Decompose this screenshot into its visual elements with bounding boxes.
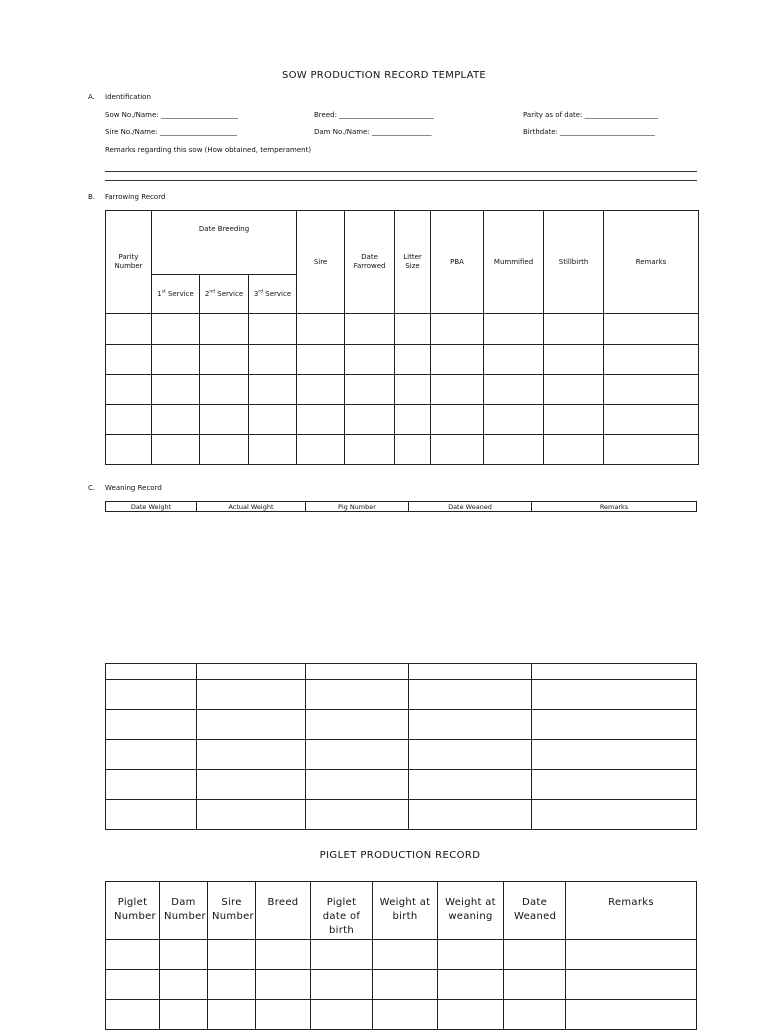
- farrowing-row-cell[interactable]: [484, 345, 544, 375]
- piglet-row-cell[interactable]: [106, 970, 160, 1000]
- weaning-row: [106, 710, 697, 740]
- piglet-dob-header: Piglet date of birth: [311, 882, 373, 940]
- farrowing-row-cell[interactable]: [249, 375, 297, 405]
- piglet-row: [106, 940, 697, 970]
- breed-field[interactable]: Breed: ___________________________: [314, 111, 434, 119]
- mummified-header: Mummified: [484, 211, 544, 314]
- farrowing-row-cell[interactable]: [152, 345, 200, 375]
- weaning-row-cell[interactable]: [106, 740, 197, 770]
- farrowing-row-cell[interactable]: [345, 345, 395, 375]
- weaning-row: [106, 740, 697, 770]
- weaning-row: [106, 664, 697, 680]
- farrowing-row-cell[interactable]: [345, 314, 395, 345]
- piglet-row-cell[interactable]: [208, 1000, 256, 1030]
- weaning-row-cell[interactable]: [409, 770, 532, 800]
- date-farrowed-header: Date Farrowed: [345, 211, 395, 314]
- farrowing-row-cell[interactable]: [544, 435, 604, 465]
- parity-number-header: Parity Number: [106, 211, 152, 314]
- farrowing-row-cell[interactable]: [604, 314, 699, 345]
- weaning-row-cell[interactable]: [106, 680, 197, 710]
- piglet-row-cell[interactable]: [438, 970, 504, 1000]
- weaning-row-cell[interactable]: [409, 800, 532, 830]
- date-weaned-header: Date Weaned: [504, 882, 566, 940]
- weaning-row-cell[interactable]: [306, 740, 409, 770]
- section-a-label: Identification: [105, 93, 151, 101]
- weaning-row-cell[interactable]: [532, 664, 697, 680]
- weaning-row-cell[interactable]: [197, 740, 306, 770]
- weaning-row-cell[interactable]: [532, 680, 697, 710]
- weaning-row-cell[interactable]: [532, 740, 697, 770]
- piglet-row-cell[interactable]: [256, 1000, 311, 1030]
- remarks-header: Remarks: [604, 211, 699, 314]
- remarks-line-2[interactable]: [105, 180, 697, 181]
- farrowing-row-cell[interactable]: [106, 405, 152, 435]
- sow-field[interactable]: Sow No./Name: ______________________: [105, 111, 238, 119]
- farrowing-row-cell[interactable]: [200, 435, 249, 465]
- piglet-row-cell[interactable]: [566, 970, 697, 1000]
- farrowing-row-cell[interactable]: [106, 314, 152, 345]
- farrowing-row-cell[interactable]: [544, 314, 604, 345]
- farrowing-row-cell[interactable]: [152, 375, 200, 405]
- farrowing-row-cell[interactable]: [431, 435, 484, 465]
- farrowing-row-cell[interactable]: [345, 375, 395, 405]
- sire-number-header: Sire Number: [208, 882, 256, 940]
- weaning-row-cell[interactable]: [106, 770, 197, 800]
- weight-at-weaning-header: Weight at weaning: [438, 882, 504, 940]
- farrowing-row-cell[interactable]: [200, 405, 249, 435]
- pig-number-header: Pig Number: [306, 502, 409, 512]
- weaning-row-cell[interactable]: [306, 800, 409, 830]
- weaning-row-cell[interactable]: [197, 680, 306, 710]
- piglet-row-cell[interactable]: [373, 940, 438, 970]
- farrowing-row-cell[interactable]: [604, 375, 699, 405]
- piglet-row: [106, 1000, 697, 1030]
- section-b-label: Farrowing Record: [105, 193, 166, 201]
- dam-field[interactable]: Dam No./Name: _________________: [314, 128, 432, 136]
- piglet-remarks-header: Remarks: [566, 882, 697, 940]
- farrowing-row-cell[interactable]: [395, 435, 431, 465]
- farrowing-row-cell[interactable]: [544, 345, 604, 375]
- farrowing-row-cell[interactable]: [106, 345, 152, 375]
- farrowing-row-cell[interactable]: [604, 345, 699, 375]
- service-2-header: 2nd Service: [200, 275, 249, 314]
- farrowing-row-cell[interactable]: [297, 405, 345, 435]
- piglet-row-cell[interactable]: [311, 940, 373, 970]
- weaning-row-cell[interactable]: [306, 710, 409, 740]
- farrowing-row-cell[interactable]: [249, 435, 297, 465]
- farrowing-row-cell[interactable]: [297, 345, 345, 375]
- farrowing-row-cell[interactable]: [200, 375, 249, 405]
- piglet-row-cell[interactable]: [256, 970, 311, 1000]
- farrowing-table: [105, 210, 699, 465]
- farrowing-row-cell[interactable]: [200, 314, 249, 345]
- piglet-table: [105, 881, 697, 1030]
- farrowing-row-cell[interactable]: [249, 345, 297, 375]
- weaning-row-cell[interactable]: [306, 664, 409, 680]
- remarks-label: Remarks regarding this sow (How obtained, temperament): [105, 146, 312, 154]
- piglet-row-cell[interactable]: [504, 1000, 566, 1030]
- piglet-row-cell[interactable]: [373, 1000, 438, 1030]
- pba-header: PBA: [431, 211, 484, 314]
- piglet-row-cell[interactable]: [160, 970, 208, 1000]
- piglet-row-cell[interactable]: [256, 940, 311, 970]
- stillbirth-header: Stillbirth: [544, 211, 604, 314]
- weaning-row-cell[interactable]: [306, 680, 409, 710]
- farrowing-row-cell[interactable]: [297, 314, 345, 345]
- piglet-row-cell[interactable]: [311, 970, 373, 1000]
- birthdate-field[interactable]: Birthdate: ___________________________: [523, 128, 655, 136]
- weaning-row-cell[interactable]: [532, 710, 697, 740]
- farrowing-row-cell[interactable]: [297, 375, 345, 405]
- farrowing-row-cell[interactable]: [345, 435, 395, 465]
- date-weight-header: Date Weight: [106, 502, 197, 512]
- dam-number-header: Dam Number: [160, 882, 208, 940]
- farrowing-row-cell[interactable]: [345, 405, 395, 435]
- section-c-label: Weaning Record: [105, 484, 162, 492]
- date-weaned-header: Date Weaned: [409, 502, 532, 512]
- farrowing-row-cell[interactable]: [152, 435, 200, 465]
- farrowing-row-cell[interactable]: [106, 375, 152, 405]
- weaning-row-cell[interactable]: [197, 770, 306, 800]
- farrowing-row-cell[interactable]: [152, 314, 200, 345]
- farrowing-row: [106, 435, 699, 465]
- farrowing-row-cell[interactable]: [395, 405, 431, 435]
- weaning-row-cell[interactable]: [197, 710, 306, 740]
- weaning-row-cell[interactable]: [197, 800, 306, 830]
- weaning-row: [106, 680, 697, 710]
- weaning-row-cell[interactable]: [306, 770, 409, 800]
- farrowing-row-cell[interactable]: [395, 345, 431, 375]
- piglet-row-cell[interactable]: [566, 1000, 697, 1030]
- parity-field[interactable]: Parity as of date: _____________________: [523, 111, 659, 119]
- weaning-row: [106, 770, 697, 800]
- farrowing-row-cell[interactable]: [249, 405, 297, 435]
- farrowing-row-cell[interactable]: [544, 405, 604, 435]
- weaning-row-cell[interactable]: [409, 710, 532, 740]
- farrowing-row-cell[interactable]: [604, 435, 699, 465]
- weaning-row-cell[interactable]: [532, 800, 697, 830]
- farrowing-row-cell[interactable]: [544, 375, 604, 405]
- farrowing-row-cell[interactable]: [431, 314, 484, 345]
- farrowing-row: [106, 405, 699, 435]
- farrowing-row-cell[interactable]: [200, 345, 249, 375]
- weaning-row-cell[interactable]: [409, 680, 532, 710]
- piglet-row-cell[interactable]: [504, 940, 566, 970]
- piglet-row-cell[interactable]: [208, 940, 256, 970]
- piglet-row-cell[interactable]: [160, 940, 208, 970]
- piglet-row-cell[interactable]: [208, 970, 256, 1000]
- piglet-row: [106, 970, 697, 1000]
- service-1-header: 1st Service: [152, 275, 200, 314]
- weaning-row-cell[interactable]: [197, 664, 306, 680]
- section-a-letter: A.: [88, 93, 95, 101]
- farrowing-row-cell[interactable]: [604, 405, 699, 435]
- weaning-header-table: [105, 501, 697, 512]
- breed-header: Breed: [256, 882, 311, 940]
- farrowing-row-cell[interactable]: [431, 345, 484, 375]
- piglet-row-cell[interactable]: [311, 1000, 373, 1030]
- farrowing-row-cell[interactable]: [297, 435, 345, 465]
- piglet-number-header: Piglet Number: [106, 882, 160, 940]
- farrowing-row-cell[interactable]: [106, 435, 152, 465]
- date-breeding-header: Date Breeding: [152, 211, 297, 275]
- farrowing-row-cell[interactable]: [152, 405, 200, 435]
- remarks-line-1[interactable]: [105, 171, 697, 172]
- weight-at-birth-header: Weight at birth: [373, 882, 438, 940]
- farrowing-row: [106, 375, 699, 405]
- weaning-row-cell[interactable]: [106, 800, 197, 830]
- farrowing-row-cell[interactable]: [484, 435, 544, 465]
- farrowing-row: [106, 345, 699, 375]
- piglet-row-cell[interactable]: [106, 940, 160, 970]
- service-3-header: 3rd Service: [249, 275, 297, 314]
- piglet-row-cell[interactable]: [106, 1000, 160, 1030]
- piglet-row-cell[interactable]: [504, 970, 566, 1000]
- actual-weight-header: Actual Weight: [197, 502, 306, 512]
- weaning-row-cell[interactable]: [106, 664, 197, 680]
- farrowing-row-cell[interactable]: [395, 375, 431, 405]
- litter-size-header: Litter Size: [395, 211, 431, 314]
- weaning-row-cell[interactable]: [106, 710, 197, 740]
- weaning-row-cell[interactable]: [409, 664, 532, 680]
- farrowing-row: [106, 314, 699, 345]
- piglet-row-cell[interactable]: [160, 1000, 208, 1030]
- farrowing-row-cell[interactable]: [431, 405, 484, 435]
- weaning-table: [105, 663, 697, 830]
- piglet-row-cell[interactable]: [373, 970, 438, 1000]
- section-b-letter: B.: [88, 193, 96, 201]
- sire-field[interactable]: Sire No./Name: ______________________: [105, 128, 237, 136]
- sire-header: Sire: [297, 211, 345, 314]
- farrowing-row-cell[interactable]: [484, 405, 544, 435]
- weaning-row: [106, 800, 697, 830]
- piglet-title: PIGLET PRODUCTION RECORD: [319, 850, 481, 861]
- farrowing-row-cell[interactable]: [395, 314, 431, 345]
- farrowing-row-cell[interactable]: [249, 314, 297, 345]
- piglet-row-cell[interactable]: [438, 1000, 504, 1030]
- page-title: SOW PRODUCTION RECORD TEMPLATE: [281, 70, 487, 81]
- weaning-row-cell[interactable]: [532, 770, 697, 800]
- farrowing-row-cell[interactable]: [431, 375, 484, 405]
- weaning-row-cell[interactable]: [409, 740, 532, 770]
- piglet-row-cell[interactable]: [566, 940, 697, 970]
- farrowing-row-cell[interactable]: [484, 314, 544, 345]
- weaning-remarks-header: Remarks: [532, 502, 697, 512]
- piglet-row-cell[interactable]: [438, 940, 504, 970]
- farrowing-row-cell[interactable]: [484, 375, 544, 405]
- section-c-letter: C.: [88, 484, 96, 492]
